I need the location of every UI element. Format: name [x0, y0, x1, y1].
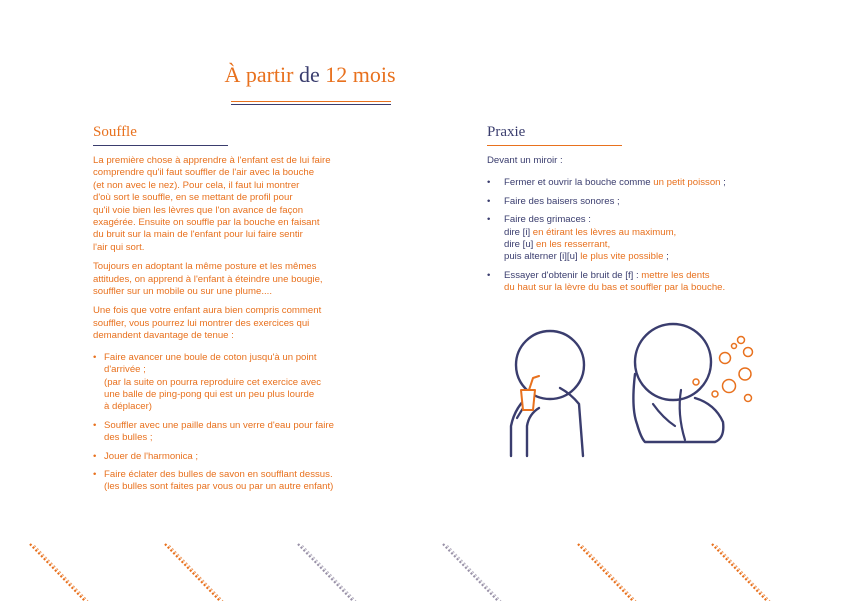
text-span: puis alterner [i][u]: [504, 251, 581, 263]
text-line: exagérée. Ensuite on souffle par la bouche en faisant: [93, 217, 320, 229]
text-line: Faire avancer une boule de coton jusqu'à un point: [104, 351, 317, 363]
text-line: (les bulles sont faites par vous ou par un autre enfant): [104, 481, 334, 493]
praxie-illustration: [505, 318, 760, 458]
souffle-rule: [93, 145, 228, 146]
text-line: Faire des baisers sonores ;: [504, 195, 620, 207]
praxie-column: [487, 155, 787, 301]
praxie-rule: [487, 145, 622, 146]
text-line: Faire des grimaces :: [504, 214, 591, 226]
text-line: comprendre qu'il faut souffler de l'air avec la bouche: [93, 167, 315, 179]
stripe: [165, 544, 223, 601]
text-line: Souffler avec une paille dans un verre d'eau pour faire: [104, 419, 334, 431]
stripe: [712, 544, 770, 601]
praxie-intro: Devant un miroir :: [487, 155, 563, 166]
text-line: des bulles ;: [104, 432, 153, 444]
text-line: souffler sur un mobile ou sur une plume....: [93, 286, 273, 298]
text-line: d'arrivée ;: [104, 364, 146, 376]
souffle-title: Souffle: [93, 124, 137, 140]
text-line: [504, 270, 787, 282]
text-line: Toujours en adoptant la même posture et les mêmes: [93, 261, 317, 273]
praxie-list: [487, 177, 787, 294]
text-line: [504, 251, 787, 263]
text-line: d'où sort le souffle, en se mettant de profil pour: [93, 192, 293, 204]
text-span: un petit poisson: [653, 177, 721, 189]
text-line: souffler, vous pourrez lui montrer des exercices qui: [93, 317, 310, 329]
list-item: [93, 352, 393, 414]
page-title: [0, 62, 620, 88]
text-line: [504, 227, 787, 239]
text-line: du haut sur la lèvre du bas et souffler par la bouche.: [504, 282, 726, 294]
text-span: ;: [663, 251, 669, 263]
souffle-para-1: [93, 155, 393, 254]
stripe: [298, 544, 356, 601]
text-line: demandent davantage de tenue :: [93, 330, 234, 342]
text-span: le plus vite possible: [580, 251, 664, 263]
praxie-title: Praxie: [487, 124, 526, 140]
bullet: •: [487, 195, 491, 207]
text-line: (et non avec le nez). Pour cela, il faut lui montrer: [93, 179, 300, 191]
text-line: La première chose à apprendre à l'enfant est de lui faire: [93, 155, 331, 166]
child-blowing-bubbles-illustration: [633, 324, 752, 442]
bullet: •: [93, 351, 97, 363]
bullet: •: [93, 450, 97, 462]
text-line: à déplacer): [104, 401, 152, 413]
bullet: •: [487, 214, 491, 226]
text-line: [504, 177, 787, 189]
decorative-stripes: [0, 540, 849, 601]
text-line: une balle de ping-pong qui est un peu plus lourde: [104, 388, 315, 400]
text-line: [504, 239, 787, 251]
list-item: [487, 177, 787, 189]
text-line: Faire éclater des bulles de savon en soufflant dessus.: [104, 468, 333, 480]
stripe: [443, 544, 501, 601]
title-suffix: 12 mois: [325, 62, 396, 87]
text-line: attitudes, on apprend à l'enfant à éteindre une bougie,: [93, 273, 323, 285]
bullet: •: [93, 468, 97, 480]
text-span: dire [i]: [504, 226, 533, 238]
bullet: •: [487, 177, 491, 189]
text-span: Fermer et ouvrir la bouche comme: [504, 177, 654, 189]
text-line: Une fois que votre enfant aura bien compris comment: [93, 305, 322, 317]
list-item: [93, 469, 393, 494]
stripe: [578, 544, 636, 601]
text-span: mettre les dents: [641, 269, 710, 281]
text-line: (par la suite on pourra reproduire cet exercice avec: [104, 376, 322, 388]
souffle-column: [93, 155, 393, 500]
title-prefix: À partir: [224, 62, 294, 87]
list-item: [487, 196, 787, 208]
text-span: dire [u]: [504, 239, 536, 251]
text-span: en étirant les lèvres au maximum,: [532, 226, 677, 238]
souffle-para-2: [93, 261, 393, 298]
souffle-list: [93, 352, 393, 494]
text-line: l'air qui sort.: [93, 241, 145, 253]
list-item: [93, 451, 393, 463]
text-span: Essayer d'obtenir le bruit de [f] :: [504, 269, 642, 281]
text-span: en les resserrant,: [536, 239, 611, 251]
title-middle: de: [293, 62, 326, 87]
bullet: •: [487, 269, 491, 281]
title-underline: [231, 101, 391, 105]
text-line: qu'il voie bien les lèvres que l'on avance de façon: [93, 204, 304, 216]
text-line: Jouer de l'harmonica ;: [104, 450, 199, 462]
list-item: [487, 270, 787, 295]
list-item: [487, 214, 787, 264]
child-drinking-straw-illustration: [511, 331, 584, 456]
text-line: du bruit sur la main de l'enfant pour lui faire sentir: [93, 229, 303, 241]
list-item: [93, 420, 393, 445]
bullet: •: [93, 419, 97, 431]
stripe: [30, 544, 88, 601]
text-span: ;: [720, 177, 726, 189]
souffle-para-3: [93, 305, 393, 342]
